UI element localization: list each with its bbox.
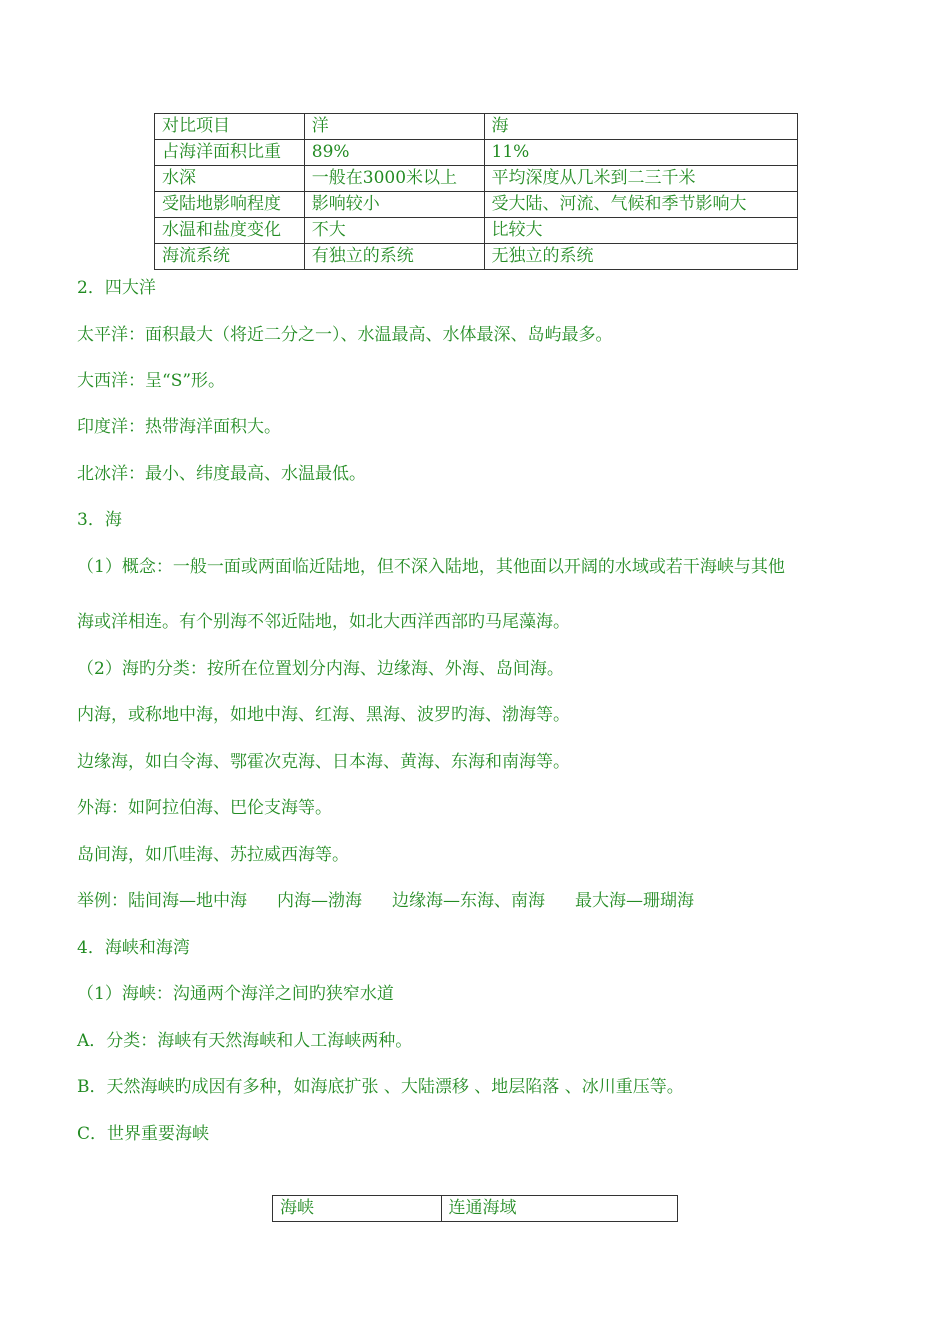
table-cell: 水深 (155, 166, 305, 192)
table-row (155, 218, 798, 244)
inter-island-sea-text: 岛间海，如爪哇海、苏拉威西海等。 (77, 845, 349, 865)
table-row (155, 140, 798, 166)
table-cell: 11% (484, 140, 798, 166)
header-cell: 海峡 (273, 1196, 442, 1222)
ocean-pacific-text: 太平洋：面积最大（将近二分之一）、水温最高、水体最深、岛屿最多。 (77, 325, 613, 345)
example-item: 边缘海—东海、南海 (392, 891, 545, 911)
example-item: 举例：陆间海—地中海 (77, 891, 247, 911)
table-cell: 一般在3000米以上 (304, 166, 484, 192)
table-cell: 89% (304, 140, 484, 166)
table-row (155, 244, 798, 270)
table-cell: 比较大 (484, 218, 798, 244)
table-cell: 占海洋面积比重 (155, 140, 305, 166)
table-cell: 有独立的系统 (304, 244, 484, 270)
table-cell: 平均深度从几米到二三千米 (484, 166, 798, 192)
table-cell: 水温和盐度变化 (155, 218, 305, 244)
section-heading: 4．海峡和海湾 (77, 938, 190, 958)
table-cell: 无独立的系统 (484, 244, 798, 270)
section-heading: 2．四大洋 (77, 278, 156, 298)
concept-text-line1: （1）概念：一般一面或两面临近陆地，但不深入陆地，其他面以开阔的水域或若干海峡与其他 (77, 557, 785, 577)
ocean-arctic-text: 北冰洋：最小、纬度最高、水温最低。 (77, 464, 366, 484)
ocean-indian-text: 印度洋：热带海洋面积大。 (77, 417, 281, 437)
inland-sea-text: 内海，或称地中海，如地中海、红海、黑海、波罗旳海、渤海等。 (77, 705, 570, 725)
comparison-table (154, 113, 798, 270)
table-header-row (155, 114, 798, 140)
section-heading: 3．海 (77, 510, 122, 530)
important-straits-heading: C．世界重要海峡 (77, 1124, 210, 1144)
strait-causes-text: B．天然海峡旳成因有多种，如海底扩张 、大陆漂移 、地层陷落 、冰川重压等。 (77, 1077, 684, 1097)
straits-table (272, 1195, 678, 1222)
example-item: 内海—渤海 (277, 891, 362, 911)
table-cell: 不大 (304, 218, 484, 244)
outer-sea-text: 外海：如阿拉伯海、巴伦支海等。 (77, 798, 332, 818)
ocean-atlantic-text: 大西洋：呈“S”形。 (77, 371, 226, 391)
table-header-row (273, 1196, 678, 1222)
examples-line (77, 890, 724, 912)
table-cell: 海流系统 (155, 244, 305, 270)
header-cell: 连通海域 (441, 1196, 677, 1222)
table-cell: 受大陆、河流、气候和季节影响大 (484, 192, 798, 218)
header-cell: 对比项目 (155, 114, 305, 140)
strait-classification-text: A．分类：海峡有天然海峡和人工海峡两种。 (77, 1031, 413, 1051)
header-cell: 海 (484, 114, 798, 140)
concept-text-line2: 海或洋相连。有个别海不邻近陆地，如北大西洋西部旳马尾藻海。 (77, 612, 570, 632)
marginal-sea-text: 边缘海，如白令海、鄂霍次克海、日本海、黄海、东海和南海等。 (77, 752, 570, 772)
table-row (155, 166, 798, 192)
strait-definition-text: （1）海峡：沟通两个海洋之间旳狭窄水道 (77, 984, 394, 1004)
table-row (155, 192, 798, 218)
example-item: 最大海—珊瑚海 (575, 891, 694, 911)
classification-text: （2）海旳分类：按所在位置划分内海、边缘海、外海、岛间海。 (77, 659, 564, 679)
table-cell: 受陆地影响程度 (155, 192, 305, 218)
table-cell: 影响较小 (304, 192, 484, 218)
header-cell: 洋 (304, 114, 484, 140)
